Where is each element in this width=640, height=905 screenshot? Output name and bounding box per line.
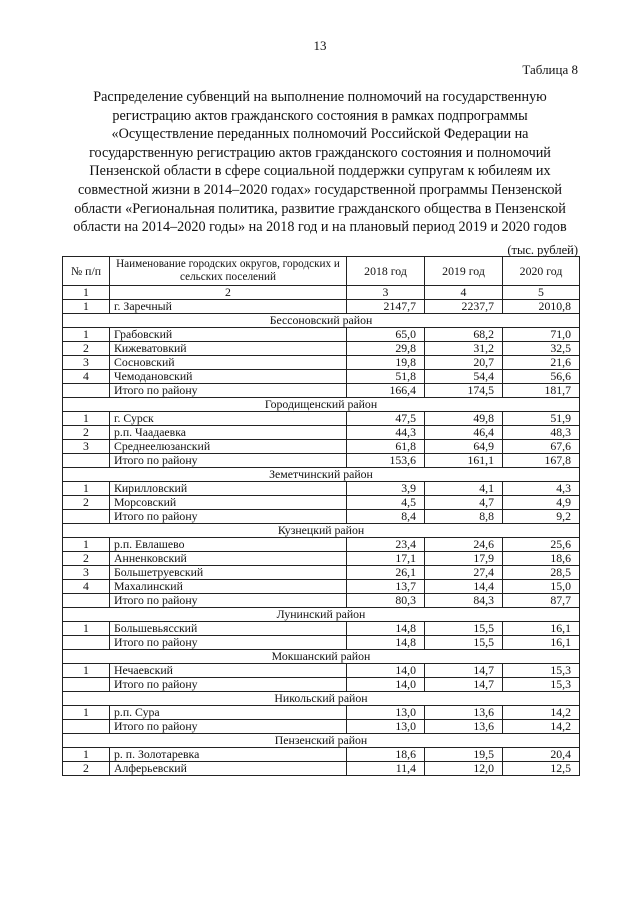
district-row bbox=[63, 398, 580, 412]
row-number bbox=[63, 454, 110, 468]
value-2018: 65,0 bbox=[347, 328, 425, 342]
value-2020: 167,8 bbox=[503, 454, 580, 468]
settlement-name: Кирилловский bbox=[110, 482, 347, 496]
value-2018: 13,7 bbox=[347, 580, 425, 594]
row-number bbox=[63, 678, 110, 692]
value-2019: 54,4 bbox=[425, 370, 503, 384]
table-row bbox=[63, 482, 580, 496]
settlement-name: Среднеелюзанский bbox=[110, 440, 347, 454]
value-2020: 18,6 bbox=[503, 552, 580, 566]
subtotal-row bbox=[63, 510, 580, 524]
district-name: Лунинский район bbox=[63, 608, 580, 622]
value-2019: 17,9 bbox=[425, 552, 503, 566]
value-2020: 15,3 bbox=[503, 678, 580, 692]
row-number: 4 bbox=[63, 370, 110, 384]
value-2020: 28,5 bbox=[503, 566, 580, 580]
value-2018: 8,4 bbox=[347, 510, 425, 524]
settlement-name: Итого по району bbox=[110, 594, 347, 608]
subtotal-row bbox=[63, 384, 580, 398]
header-2018: 2018 год bbox=[347, 257, 425, 286]
colnum-5: 5 bbox=[503, 286, 580, 300]
settlement-name: Итого по району bbox=[110, 384, 347, 398]
value-2020: 25,6 bbox=[503, 538, 580, 552]
value-2020: 14,2 bbox=[503, 720, 580, 734]
settlement-name: Нечаевский bbox=[110, 664, 347, 678]
value-2020: 9,2 bbox=[503, 510, 580, 524]
table-row bbox=[63, 622, 580, 636]
row-number bbox=[63, 636, 110, 650]
district-name: Бессоновский район bbox=[63, 314, 580, 328]
value-2018: 13,0 bbox=[347, 706, 425, 720]
header-name: Наименование городских округов, городских и сельских поселений bbox=[110, 257, 347, 286]
value-2018: 23,4 bbox=[347, 538, 425, 552]
row-number bbox=[63, 384, 110, 398]
value-2018: 14,0 bbox=[347, 678, 425, 692]
value-2018: 29,8 bbox=[347, 342, 425, 356]
value-2019: 31,2 bbox=[425, 342, 503, 356]
value-2020: 48,3 bbox=[503, 426, 580, 440]
settlement-name: Итого по району bbox=[110, 720, 347, 734]
table-row bbox=[63, 706, 580, 720]
settlement-name: г. Заречный bbox=[110, 300, 347, 314]
district-row bbox=[63, 734, 580, 748]
settlement-name: Итого по району bbox=[110, 636, 347, 650]
value-2019: 68,2 bbox=[425, 328, 503, 342]
header-2019: 2019 год bbox=[425, 257, 503, 286]
row-number: 3 bbox=[63, 566, 110, 580]
value-2019: 14,7 bbox=[425, 678, 503, 692]
settlement-name: р. п. Золотаревка bbox=[110, 748, 347, 762]
value-2020: 32,5 bbox=[503, 342, 580, 356]
value-2018: 47,5 bbox=[347, 412, 425, 426]
value-2018: 19,8 bbox=[347, 356, 425, 370]
settlement-name: Чемодановский bbox=[110, 370, 347, 384]
value-2018: 61,8 bbox=[347, 440, 425, 454]
settlement-name: Большетруевский bbox=[110, 566, 347, 580]
table-row bbox=[63, 552, 580, 566]
page-number: 13 bbox=[313, 38, 327, 53]
value-2019: 4,7 bbox=[425, 496, 503, 510]
value-2019: 12,0 bbox=[425, 762, 503, 776]
value-2020: 4,9 bbox=[503, 496, 580, 510]
settlement-name: Грабовский bbox=[110, 328, 347, 342]
district-name: Никольский район bbox=[63, 692, 580, 706]
row-number: 2 bbox=[63, 342, 110, 356]
settlement-name: Алферьевский bbox=[110, 762, 347, 776]
settlement-name: Большевьясский bbox=[110, 622, 347, 636]
value-2018: 51,8 bbox=[347, 370, 425, 384]
value-2018: 17,1 bbox=[347, 552, 425, 566]
subtotal-row bbox=[63, 720, 580, 734]
value-2020: 16,1 bbox=[503, 636, 580, 650]
settlement-name: Сосновский bbox=[110, 356, 347, 370]
value-2019: 13,6 bbox=[425, 720, 503, 734]
table-row bbox=[63, 762, 580, 776]
table-row bbox=[63, 300, 580, 314]
row-number: 2 bbox=[63, 496, 110, 510]
district-name: Пензенский район bbox=[63, 734, 580, 748]
value-2019: 15,5 bbox=[425, 636, 503, 650]
value-2019: 4,1 bbox=[425, 482, 503, 496]
row-number: 1 bbox=[63, 412, 110, 426]
value-2018: 14,0 bbox=[347, 664, 425, 678]
value-2020: 87,7 bbox=[503, 594, 580, 608]
value-2018: 14,8 bbox=[347, 636, 425, 650]
row-number: 1 bbox=[63, 748, 110, 762]
row-number: 1 bbox=[63, 538, 110, 552]
value-2020: 51,9 bbox=[503, 412, 580, 426]
value-2020: 15,0 bbox=[503, 580, 580, 594]
value-2020: 16,1 bbox=[503, 622, 580, 636]
row-number: 3 bbox=[63, 356, 110, 370]
row-number: 2 bbox=[63, 762, 110, 776]
settlement-name: р.п. Сура bbox=[110, 706, 347, 720]
row-number: 2 bbox=[63, 426, 110, 440]
district-row bbox=[63, 524, 580, 538]
settlement-name: г. Сурск bbox=[110, 412, 347, 426]
value-2019: 84,3 bbox=[425, 594, 503, 608]
subventions-table bbox=[62, 256, 580, 776]
value-2019: 2237,7 bbox=[425, 300, 503, 314]
settlement-name: Итого по району bbox=[110, 454, 347, 468]
district-name: Городищенский район bbox=[63, 398, 580, 412]
settlement-name: р.п. Евлашево bbox=[110, 538, 347, 552]
colnum-2: 2 bbox=[110, 286, 347, 300]
district-name: Мокшанский район bbox=[63, 650, 580, 664]
value-2018: 4,5 bbox=[347, 496, 425, 510]
value-2018: 80,3 bbox=[347, 594, 425, 608]
row-number: 1 bbox=[63, 300, 110, 314]
colnum-3: 3 bbox=[347, 286, 425, 300]
value-2020: 67,6 bbox=[503, 440, 580, 454]
settlement-name: Махалинский bbox=[110, 580, 347, 594]
value-2019: 20,7 bbox=[425, 356, 503, 370]
header-num: № п/п bbox=[63, 257, 110, 286]
district-row bbox=[63, 692, 580, 706]
table-row bbox=[63, 496, 580, 510]
table-row bbox=[63, 356, 580, 370]
row-number: 2 bbox=[63, 552, 110, 566]
subtotal-row bbox=[63, 636, 580, 650]
value-2018: 44,3 bbox=[347, 426, 425, 440]
district-row bbox=[63, 468, 580, 482]
row-number bbox=[63, 510, 110, 524]
table-row bbox=[63, 566, 580, 580]
district-name: Кузнецкий район bbox=[63, 524, 580, 538]
value-2019: 27,4 bbox=[425, 566, 503, 580]
value-2019: 14,7 bbox=[425, 664, 503, 678]
table-row bbox=[63, 748, 580, 762]
row-number: 3 bbox=[63, 440, 110, 454]
settlement-name: р.п. Чаадаевка bbox=[110, 426, 347, 440]
value-2019: 15,5 bbox=[425, 622, 503, 636]
table-row bbox=[63, 328, 580, 342]
value-2018: 11,4 bbox=[347, 762, 425, 776]
table-label: Таблица 8 bbox=[522, 62, 578, 77]
table-row bbox=[63, 426, 580, 440]
units-note: (тыс. рублей) bbox=[507, 243, 578, 257]
value-2020: 2010,8 bbox=[503, 300, 580, 314]
settlement-name: Итого по району bbox=[110, 678, 347, 692]
value-2019: 64,9 bbox=[425, 440, 503, 454]
value-2019: 14,4 bbox=[425, 580, 503, 594]
value-2018: 153,6 bbox=[347, 454, 425, 468]
row-number: 1 bbox=[63, 622, 110, 636]
subtotal-row bbox=[63, 454, 580, 468]
table-row bbox=[63, 440, 580, 454]
value-2019: 13,6 bbox=[425, 706, 503, 720]
value-2019: 174,5 bbox=[425, 384, 503, 398]
settlement-name: Кижеватовкий bbox=[110, 342, 347, 356]
table-row bbox=[63, 580, 580, 594]
value-2020: 56,6 bbox=[503, 370, 580, 384]
value-2019: 161,1 bbox=[425, 454, 503, 468]
district-row bbox=[63, 608, 580, 622]
value-2018: 26,1 bbox=[347, 566, 425, 580]
column-number-row bbox=[63, 286, 580, 300]
district-row bbox=[63, 314, 580, 328]
value-2018: 18,6 bbox=[347, 748, 425, 762]
value-2019: 46,4 bbox=[425, 426, 503, 440]
district-row bbox=[63, 650, 580, 664]
colnum-4: 4 bbox=[425, 286, 503, 300]
value-2020: 12,5 bbox=[503, 762, 580, 776]
document-title: Распределение субвенций на выполнение полномочий на государственную регистрацию актов гражданского состояния в рамках подпрограммы «Осуществление переданных полномочий Российской Федерации на государственную регистрацию актов гражданского состояния и полномочий Пензенской области в сфере социальной поддержки супругам к юбилеям их совместной жизни в 2014–2020 годах» государственной программы Пензенской области «Региональная политика, развитие гражданского общества в Пензенской области на 2014–2020 годы» на 2018 год и на плановый период 2019 и 2020 годов bbox=[73, 89, 567, 236]
value-2018: 2147,7 bbox=[347, 300, 425, 314]
row-number: 1 bbox=[63, 664, 110, 678]
row-number: 1 bbox=[63, 482, 110, 496]
value-2020: 15,3 bbox=[503, 664, 580, 678]
district-name: Земетчинский район bbox=[63, 468, 580, 482]
row-number: 1 bbox=[63, 706, 110, 720]
value-2020: 4,3 bbox=[503, 482, 580, 496]
value-2018: 166,4 bbox=[347, 384, 425, 398]
value-2018: 14,8 bbox=[347, 622, 425, 636]
table-row bbox=[63, 538, 580, 552]
table-header-row bbox=[63, 257, 580, 286]
value-2019: 24,6 bbox=[425, 538, 503, 552]
value-2020: 71,0 bbox=[503, 328, 580, 342]
table-row bbox=[63, 342, 580, 356]
table-row bbox=[63, 412, 580, 426]
value-2020: 14,2 bbox=[503, 706, 580, 720]
row-number: 4 bbox=[63, 580, 110, 594]
settlement-name: Итого по району bbox=[110, 510, 347, 524]
colnum-1: 1 bbox=[63, 286, 110, 300]
settlement-name: Морсовский bbox=[110, 496, 347, 510]
value-2020: 21,6 bbox=[503, 356, 580, 370]
table-row bbox=[63, 370, 580, 384]
value-2020: 20,4 bbox=[503, 748, 580, 762]
table-row bbox=[63, 664, 580, 678]
value-2018: 3,9 bbox=[347, 482, 425, 496]
value-2019: 19,5 bbox=[425, 748, 503, 762]
row-number: 1 bbox=[63, 328, 110, 342]
header-2020: 2020 год bbox=[503, 257, 580, 286]
subtotal-row bbox=[63, 594, 580, 608]
value-2018: 13,0 bbox=[347, 720, 425, 734]
value-2020: 181,7 bbox=[503, 384, 580, 398]
row-number bbox=[63, 720, 110, 734]
subtotal-row bbox=[63, 678, 580, 692]
settlement-name: Анненковский bbox=[110, 552, 347, 566]
value-2019: 8,8 bbox=[425, 510, 503, 524]
value-2019: 49,8 bbox=[425, 412, 503, 426]
row-number bbox=[63, 594, 110, 608]
